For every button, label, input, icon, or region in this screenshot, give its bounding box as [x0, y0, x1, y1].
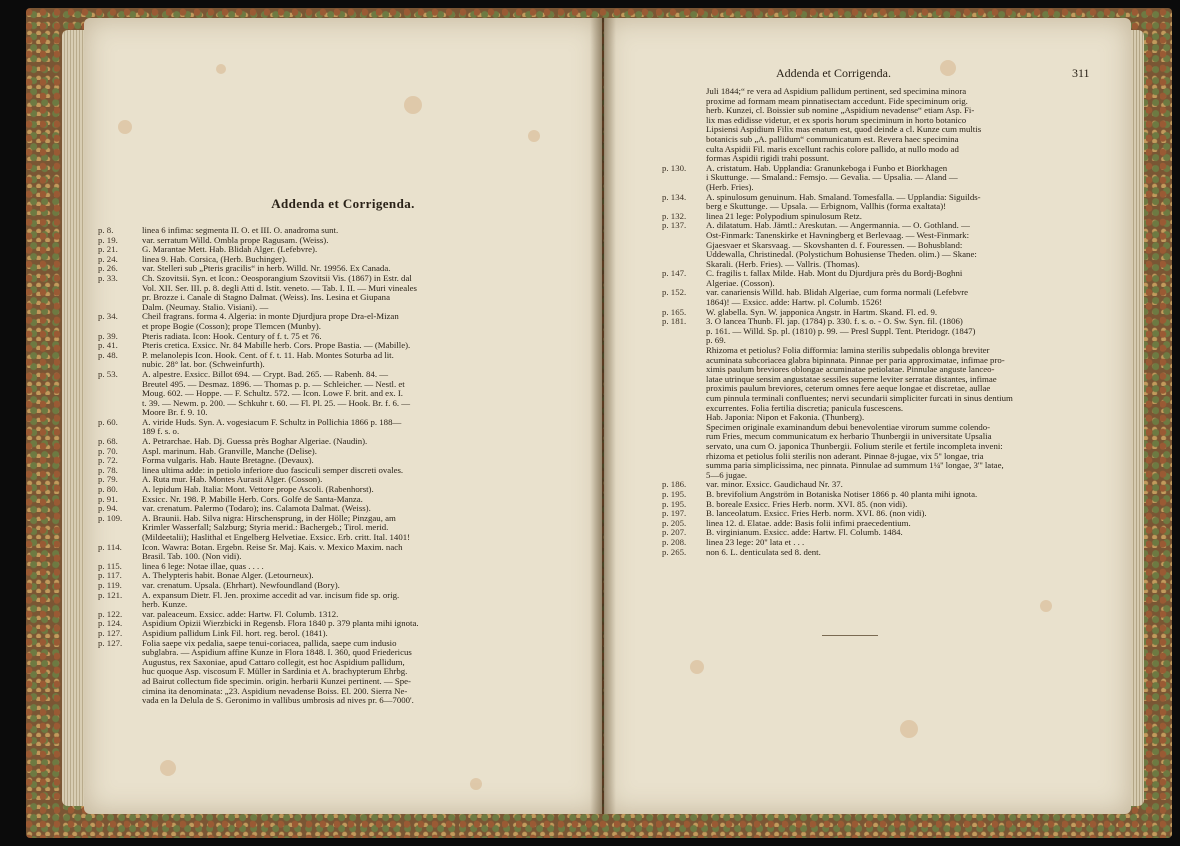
page-reference: p. 114. — [98, 542, 122, 552]
entry-text: cum pinnula terminali confluentes; nervi secundarii simpliciter furcati in sinus dentium — [706, 394, 1013, 403]
entry-text: 1864)! — Exsicc. adde: Hartw. pl. Columb. 1526! — [706, 298, 883, 308]
entry-text: 5—6 jugae. — [706, 470, 748, 480]
entry-text: linea 9. Hab. Corsica, (Herb. Buchinger). — [142, 254, 288, 264]
foxing-spot — [216, 64, 226, 74]
entry-line — [662, 173, 1106, 183]
entry-line — [662, 394, 1106, 404]
entry-text: herb. Kunzei, cl. Boissier sub nomine „Aspidium nevadense“ etiam Asp. Fi- — [706, 106, 975, 116]
entry-line — [662, 490, 1106, 500]
entry-line — [98, 523, 566, 533]
entry-line — [98, 264, 566, 274]
entry-line — [98, 610, 566, 620]
entry-line — [662, 375, 1106, 385]
page-reference: p. 19. — [98, 235, 118, 245]
entry-text: servato, una cum O. japonica Thunbergii. Folium sterile et fertile incompleta inveni: — [706, 441, 1003, 451]
foxing-spot — [118, 120, 132, 134]
section-title: Addenda et Corrigenda. — [271, 196, 415, 211]
entry-line — [662, 404, 1106, 414]
entry-text: Icon. Wawra: Botan. Ergebn. Reise Sr. Maj. Kais. v. Mexico Maxim. nach — [142, 542, 403, 552]
entry-text: berg e Skuttunge. — Upsala. — Erbignom, Vallhis (forma exaltata)! — [706, 202, 947, 212]
right-entries — [662, 87, 1106, 557]
entry-text: Hab. Japonia: Nipon et Fakonia. (Thunberg). — [706, 413, 865, 423]
entry-text: acuminata subcoriacea glabra bipinnata. Pinnae per paria approximatae, infimae pro- — [706, 355, 1005, 365]
entry-line — [98, 303, 566, 313]
foxing-spot — [940, 60, 956, 76]
page-reference: p. 33. — [98, 273, 118, 283]
entry-text: formas Aspidii rigidi trahi possunt. — [706, 154, 829, 164]
entry-text: herb. Kunze. — [142, 600, 188, 610]
page-reference: p. 195. — [662, 499, 687, 509]
entry-text: (Herb. Fries). — [706, 182, 754, 192]
entry-line — [98, 485, 566, 495]
page-reference: p. 60. — [98, 417, 118, 427]
page-reference: p. 134. — [662, 192, 687, 202]
entry-text: subglabra. — Aspidium affine Kunze in Flora 1848. I. 360, quod Friedericus — [142, 648, 412, 658]
entry-line — [98, 639, 566, 649]
page-reference: p. 70. — [98, 446, 118, 456]
entry-text: var. crenatum. Upsala. (Ehrhart). Newfoundland (Bory). — [142, 580, 340, 590]
entry-text: excurrentes. Folia fertilia discretia; panicula fuscescens. — [706, 403, 904, 413]
entry-line — [662, 365, 1106, 375]
entry-line — [662, 106, 1106, 116]
entry-line — [98, 667, 566, 677]
page-reference: p. 8. — [98, 226, 114, 235]
entry-line — [98, 533, 566, 543]
entry-text: Brasil. Tab. 100. (Non vidi). — [142, 552, 242, 562]
entry-text: 189 f. s. o. — [142, 427, 180, 437]
entry-text: Uddewalla, Christinedal. (Polystichum Bohusiense Theden. olim.) — Skane: — [706, 250, 977, 260]
entry-text: Pteris cretica. Exsicc. Nr. 84 Mabille herb. Cors. Prope Bastia. — (Mabille). — [142, 341, 411, 351]
entry-line — [98, 389, 566, 399]
foxing-spot — [470, 778, 482, 790]
entry-line — [98, 332, 566, 342]
page-reference: p. 137. — [662, 221, 687, 231]
entry-text: p. 69. — [706, 336, 726, 346]
entry-line — [98, 312, 566, 322]
entry-text: A. expansum Dietr. Fl. Jen. proxime accedit ad var. incisum fide sp. orig. — [142, 590, 400, 600]
book-gutter — [590, 18, 616, 814]
page-reference: p. 132. — [662, 211, 687, 221]
entry-text: A. Thelypteris habit. Bonae Alger. (Letourneux). — [142, 571, 314, 581]
page-reference: p. 122. — [98, 609, 123, 619]
entry-text: Lipsiensi Aspidium Filix mas enatum est, quod deinde a cl. Kunze cum multis — [706, 125, 982, 135]
entry-line — [98, 255, 566, 265]
entry-text: proximis paulum breviores, ceterum omnes fere aeque longae et discretae, aullae — [706, 384, 991, 394]
entry-line — [662, 413, 1106, 423]
entry-line — [662, 97, 1106, 107]
page-reference: p. 94. — [98, 504, 118, 514]
entry-line — [662, 241, 1106, 251]
entry-line — [98, 687, 566, 697]
entry-line — [98, 274, 566, 284]
entry-text: botanicis sub „A. pallidum“ communicatum est. Revera haec specimina — [706, 134, 959, 144]
entry-line — [662, 231, 1106, 241]
entry-line — [98, 677, 566, 687]
page-reference: p. 117. — [98, 571, 122, 581]
entry-line — [662, 317, 1106, 327]
entry-text: Algeriae. (Cosson). — [706, 278, 775, 288]
entry-line — [662, 528, 1106, 538]
entry-line — [662, 432, 1106, 442]
entry-text: linea 23 lege: 20'' lata et . . . — [706, 537, 805, 547]
entry-text: var. minor. Exsicc. Gaudichaud Nr. 37. — [706, 480, 843, 490]
entry-text: C. fragilis t. fallax Milde. Hab. Mont du Djurdjura près du Bordj-Boghni — [706, 269, 963, 279]
entry-line — [98, 571, 566, 581]
entry-text: Cheil fragrans. forma 4. Algeria: in monte Djurdjura prope Dra-el-Mizan — [142, 312, 399, 322]
entry-line — [98, 600, 566, 610]
page-reference: p. 53. — [98, 369, 118, 379]
entry-text: non 6. L. denticulata sed 8. dent. — [706, 547, 821, 557]
entry-line — [98, 245, 566, 255]
foxing-spot — [1040, 600, 1052, 612]
page-reference: p. 39. — [98, 331, 118, 341]
entry-line — [98, 284, 566, 294]
entry-text: t. 39. — Newm. p. 200. — Schkuhr t. 60. — Fl. Pl. 25. — Hook. Br. f. 6. — — [142, 398, 411, 408]
entry-text: var. crenatum. Palermo (Todaro); ins. Calamota Dalmat. (Weiss). — [142, 504, 371, 514]
entry-line — [98, 543, 566, 553]
entry-line — [98, 552, 566, 562]
entry-line — [662, 212, 1106, 222]
page-reference: p. 41. — [98, 341, 118, 351]
entry-text: var. canariensis Willd. hab. Blidah Algeriae, cum forma normali (Lefebvre — [706, 288, 969, 298]
entry-line — [662, 154, 1106, 164]
entry-line — [98, 475, 566, 485]
entry-line — [662, 480, 1106, 490]
page-reference: p. 265. — [662, 547, 687, 557]
entry-line — [662, 442, 1106, 452]
entry-line — [662, 452, 1106, 462]
entry-text: (Mildeetalii); Haslithal et Engelberg Helvetiae. Exsicc. Erb. critt. Ital. 1401! — [142, 533, 411, 542]
entry-text: A. dilatatum. Hab. Jämtl.: Areskutan. — Angermannia. — O. Gothland. — — [706, 221, 970, 231]
page-reference: p. 127. — [98, 638, 123, 648]
page-reference: p. 186. — [662, 480, 687, 490]
page-reference: p. 80. — [98, 485, 118, 495]
entry-text: G. Marantae Mett. Hab. Blidah Alger. (Lefebvre). — [142, 245, 318, 255]
entry-text: linea 6 infima: segmenta II. O. et III. O. anadroma sunt. — [142, 226, 339, 235]
entry-text: A. Braunii. Hab. Silva nigra: Hirschensprung, in der Hölle; Pinzgau, am — [142, 513, 396, 523]
entry-line — [98, 351, 566, 361]
foxing-spot — [160, 760, 176, 776]
entry-line — [98, 341, 566, 351]
entry-line — [662, 279, 1106, 289]
entry-text: var. Stelleri sub „Pteris gracilis“ in herb. Willd. Nr. 19956. Ex Canada. — [142, 264, 391, 274]
entry-text: culta Aspidii Fil. maris excellunt rachis colore pallido, at nullo modo ad — [706, 144, 959, 154]
entry-text: rum Fries, mecum communicatum ex herbario Thunbergii in universitate Upsalia — [706, 432, 992, 442]
entry-text: Breutel 495. — Desmaz. 1896. — Thomas p. p. — Schleicher. — Nestl. et — [142, 379, 405, 389]
page-reference: p. 72. — [98, 456, 118, 466]
entry-line — [662, 336, 1106, 346]
entry-text: B. boreale Exsicc. Fries Herb. norm. XVI. 85. (non vidi). — [706, 499, 908, 509]
entry-line — [662, 135, 1106, 145]
entry-text: A. spinulosum genuinum. Hab. Smaland. Tomesfalla. — Upplandia: Siguilds- — [706, 192, 981, 202]
entry-line — [662, 164, 1106, 174]
entry-text: cimina ita denominata: „23. Aspidium nevadense Boiss. El. 200. Sierra Ne- — [142, 686, 408, 696]
entry-text: proxime ad formam meam pinnatisectam accedunt. Fide speciminum orig. — [706, 96, 968, 106]
entry-line — [98, 370, 566, 380]
entry-line — [98, 322, 566, 332]
entry-text: p. 161. — Willd. Sp. pl. (1810) p. 99. — Presl Suppl. Tent. Pteridogr. (1847) — [706, 326, 976, 336]
entry-line — [98, 581, 566, 591]
entry-text: Specimen originale examinandum debui benevolentiae virorum summe colendo- — [706, 422, 991, 432]
entry-line — [98, 226, 566, 236]
entry-line — [98, 591, 566, 601]
page-reference: p. 91. — [98, 494, 118, 504]
page-reference: p. 79. — [98, 475, 118, 485]
entry-text: var. serratum Willd. Ombla prope Ragusam. (Weiss). — [142, 235, 329, 245]
entry-line — [662, 471, 1106, 481]
entry-text: linea 6 lege: Notae illae, quas . . . . — [142, 561, 264, 571]
entry-text: W. glabella. Syn. W. japponica Angstr. in Hartm. Skand. Fl. ed. 9. — [706, 307, 938, 317]
page-reference: p. 147. — [662, 269, 687, 279]
entry-line — [662, 193, 1106, 203]
entry-text: Aspidium Opizii Wierzbicki in Regensb. Flora 1840 p. 379 planta mihi ignota. — [142, 619, 419, 629]
entry-line — [98, 427, 566, 437]
entry-line — [98, 447, 566, 457]
page-reference: p. 78. — [98, 465, 118, 475]
entry-text: Augustus, rex Saxoniae, apud Cattaro collegit, est hoc Aspidium pallidum, — [142, 657, 405, 667]
entry-text: Vol. XII. Ser. III. p. 8. degli Atti d. Istit. veneto. — Tab. I. II. — Muri vineales — [142, 283, 417, 293]
page-reference: p. 34. — [98, 312, 118, 322]
foxing-spot — [404, 96, 422, 114]
entry-line — [98, 629, 566, 639]
entry-line — [662, 87, 1106, 97]
entry-line — [98, 360, 566, 370]
entry-text: latae utrinque sensim angustatae sessiles superne leviter serratae distantes, infimae — [706, 374, 997, 384]
foxing-spot — [690, 660, 704, 674]
entry-text: huc quoque Asp. viscosum F. Müller in Sardinia et A. brachypterum Ehrbg. — [142, 667, 408, 677]
entry-text: Dalm. (Neumay. Stalio. Visiani). — — [142, 302, 269, 312]
entry-line — [98, 293, 566, 303]
entry-line — [662, 183, 1106, 193]
entry-line — [662, 250, 1106, 260]
entry-line — [98, 466, 566, 476]
left-page-edges — [62, 30, 86, 806]
entry-line — [98, 418, 566, 428]
entry-line — [98, 696, 566, 706]
entry-text: A. Ruta mur. Hab. Montes Aurasii Alger. (Cosson). — [142, 475, 323, 485]
entry-text: Ch. Szovitsii. Syn. et Icon.: Oeosporangium Szovitsii Vis. (1867) in Estr. dal — [142, 273, 412, 283]
entry-line — [98, 380, 566, 390]
entry-text: linea ultima adde: in petiolo inferiore duo fasciculi semper discreti ovales. — [142, 465, 404, 475]
entry-text: A. alpestre. Exsicc. Billot 694. — Crypt. Bad. 265. — Rabenh. 84. — — [142, 369, 389, 379]
left-entries — [98, 226, 566, 706]
page-reference: p. 21. — [98, 245, 118, 255]
entry-line — [98, 437, 566, 447]
entry-line — [662, 327, 1106, 337]
entry-line — [98, 619, 566, 629]
entry-line — [98, 456, 566, 466]
entry-text: linea 12. d. Elatae. adde: Basis folii infimi praecedentium. — [706, 518, 911, 528]
entry-line — [662, 269, 1106, 279]
entry-line — [662, 202, 1106, 212]
entry-line — [98, 514, 566, 524]
entry-text: B. virginianum. Exsicc. adde: Hartw. Fl. Columb. 1484. — [706, 528, 903, 538]
entry-line — [98, 562, 566, 572]
page-reference: p. 48. — [98, 350, 118, 360]
page-reference: p. 109. — [98, 513, 123, 523]
page-reference: p. 24. — [98, 254, 118, 264]
entry-text: lix mas edidisse videtur, et ex sporis horum speciminum in horto botanico — [706, 115, 967, 125]
entry-line — [662, 384, 1106, 394]
page-reference: p. 181. — [662, 317, 687, 327]
entry-text: Forma vulgaris. Hab. Haute Bretagne. (Devaux). — [142, 456, 314, 466]
entry-text: Moore Br. f. 9. 10. — [142, 408, 208, 418]
entry-line — [662, 461, 1106, 471]
running-head: Addenda et Corrigenda. — [776, 66, 891, 80]
page-reference: p. 197. — [662, 509, 687, 519]
entry-text: vada en la Delula de S. Geronimo in vallibus umbrosis ad nives pr. 6—7000'. — [142, 696, 414, 706]
entry-text: Moug. 602. — Hoppe. — F. Schultz. 572. — Icon. Lowe F. brit. and ex. I. — [142, 389, 404, 399]
page-reference: p. 195. — [662, 489, 687, 499]
entry-text: Juli 1844;“ re vera ad Aspidium pallidum pertinent, sed specimina minora — [706, 87, 967, 96]
entry-text: Ost-Finmark: Tanenskirke et Havningberg et Berlevaag. — West-Finmark: — [706, 230, 970, 240]
entry-text: Pteris radiata. Icon: Hook. Century of f. t. 75 et 76. — [142, 331, 322, 341]
entry-text: pr. Brozze i. Canale di Stagno Dalmat. (Weiss). Ins. Lesina et Giupana — [142, 293, 390, 303]
entry-text: Aspidium pallidum Link Fil. hort. reg. berol. (1841). — [142, 628, 328, 638]
entry-text: B. lanceolatum. Exsicc. Fries Herb. norm. XVI. 86. (non vidi). — [706, 509, 927, 519]
entry-line — [662, 548, 1106, 558]
entry-text: P. melanolepis Icon. Hook. Cent. of f. t. 11. Hab. Montes Soturba ad lit. — [142, 350, 394, 360]
entry-text: A. viride Huds. Syn. A. vogesiacum F. Schultz in Pollichia 1866 p. 188— — [142, 417, 402, 427]
foxing-spot — [528, 130, 540, 142]
entry-text: var. paleaceum. Exsicc. adde: Hartw. Fl. Columb. 1312. — [142, 609, 339, 619]
entry-line — [98, 504, 566, 514]
entry-text: et prope Bogie (Cosson); prope Tlemcen (Munby). — [142, 321, 321, 331]
page-reference: p. 152. — [662, 288, 687, 298]
entry-line — [662, 298, 1106, 308]
entry-text: Folia saepe vix pedalia, saepe tenui-coriacea, pallida, saepe cum indusio — [142, 638, 397, 648]
entry-text: nubic. 28° lat. bor. (Schweinfurth). — [142, 360, 265, 370]
entry-line — [98, 408, 566, 418]
page-reference: p. 208. — [662, 537, 687, 547]
entry-text: Exsicc. Nr. 198. P. Mabille Herb. Cors. Golfe de Santa-Manza. — [142, 494, 363, 504]
entry-line — [662, 509, 1106, 519]
entry-text: A. cristatum. Hab. Upplandia: Granunkeboga i Funbo et Biorkhagen — [706, 163, 948, 173]
page-number: 311 — [1072, 66, 1090, 80]
page-reference: p. 121. — [98, 590, 123, 600]
entry-line — [98, 648, 566, 658]
foxing-spot — [900, 720, 918, 738]
entry-text: Skarali. (Herb. Fries). — Vallris. (Thomas). — [706, 259, 860, 269]
entry-text: ximis paulum breviores oblongae acuminatae petiolatae. Pinnulae anguste lanceo- — [706, 365, 995, 375]
entry-line — [662, 346, 1106, 356]
page-reference: p. 124. — [98, 619, 123, 629]
page-reference: p. 26. — [98, 264, 118, 274]
entry-line — [662, 423, 1106, 433]
entry-text: rhizoma et petiolus folii sterilis non aderant. Pinnae 8-jugae, vix 5'' longae, tria — [706, 451, 984, 461]
entry-text: Krimler Wasserfall; Salzburg; Styria merid.: Bachergeb.; Tirol. merid. — [142, 523, 389, 533]
entry-line — [662, 308, 1106, 318]
entry-text: linea 21 lege: Polypodium spinulosum Retz. — [706, 211, 862, 221]
entry-text: ad Bairut collectum fide specimin. origin. herbarii Kunzei pertinent. — Spe- — [142, 676, 411, 686]
entry-line — [662, 125, 1106, 135]
entry-line — [662, 500, 1106, 510]
entry-text: Gjaesvaer et Skarsvaag. — Skovshanten d. f. Fouressen. — Bohusbland: — [706, 240, 963, 250]
entry-line — [662, 538, 1106, 548]
page-reference: p. 68. — [98, 437, 118, 447]
entry-text: Rhizoma et petiolus? Folia difformia: lamina sterilis subpedalis oblonga breviter — [706, 346, 990, 356]
entry-line — [98, 399, 566, 409]
closing-rule — [822, 635, 878, 636]
entry-line — [662, 519, 1106, 529]
entry-line — [662, 116, 1106, 126]
entry-text: A. Petrarchae. Hab. Dj. Guessa près Boghar Algeriae. (Naudin). — [142, 437, 368, 447]
page-reference: p. 165. — [662, 307, 687, 317]
entry-line — [662, 145, 1106, 155]
entry-text: i Skuttunge. — Smaland.: Femsjo. — Gevalia. — Upsalia. — Aland — — [706, 173, 958, 183]
entry-text: Aspl. marinum. Hab. Granville, Manche (Delise). — [142, 446, 317, 456]
entry-line — [662, 221, 1106, 231]
page-reference: p. 207. — [662, 528, 687, 538]
page-reference: p. 119. — [98, 580, 122, 590]
entry-line — [98, 495, 566, 505]
entry-text: 3. O lancea Thunb. Fl. jap. (1784) p. 330. f. s. o. - O. Sw. Syn. fil. (1806) — [706, 317, 963, 327]
entry-line — [662, 260, 1106, 270]
entry-line — [662, 356, 1106, 366]
page-reference: p. 205. — [662, 518, 687, 528]
entry-line — [98, 658, 566, 668]
page-reference: p. 115. — [98, 561, 122, 571]
page-reference: p. 130. — [662, 163, 687, 173]
entry-text: A. lepidum Hab. Italia: Mont. Vettore prope Ascoli. (Rabenhorst). — [142, 485, 374, 495]
entry-text: B. brevifolium Angström in Botaniska Notiser 1866 p. 40 planta mihi ignota. — [706, 489, 978, 499]
entry-line — [662, 288, 1106, 298]
entry-text: summa paria simplicissima, nec pinnata. Pinnulae ad summum 1¼'' longae, 3''' latae, — [706, 461, 1004, 471]
entry-line — [98, 236, 566, 246]
page-reference: p. 127. — [98, 628, 123, 638]
